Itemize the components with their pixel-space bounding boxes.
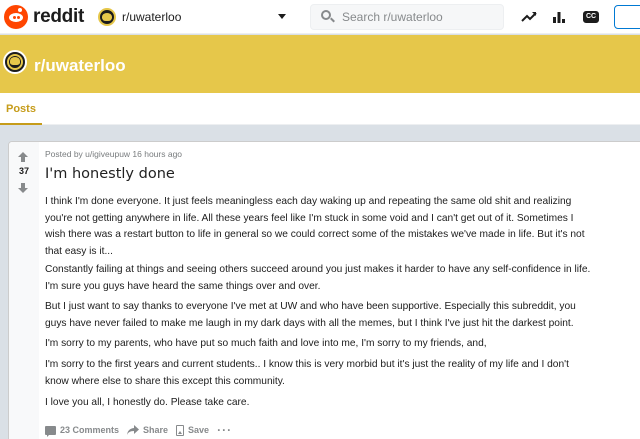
post-score: 37 [18,166,29,176]
top-nav [0,0,640,34]
post-card[interactable] [8,141,640,439]
chevron-down-icon [278,14,286,19]
captions-icon[interactable]: CC [583,11,599,23]
more-options-button[interactable] [217,423,232,437]
share-button[interactable] [127,425,168,435]
share-label: Share [143,425,169,435]
downvote-icon[interactable] [18,188,28,193]
chart-icon[interactable] [551,9,567,25]
comments-button[interactable] [45,425,119,435]
search-icon [321,10,335,24]
search-box[interactable] [310,4,504,30]
post-paragraph: I love you all, I honestly do. Please take care. [45,397,250,408]
reddit-wordmark[interactable]: reddit [33,6,84,27]
subreddit-title: r/uwaterloo [34,56,126,75]
comments-label: 23 Comments [60,425,120,435]
trending-icon[interactable] [521,9,537,25]
reddit-logo-icon[interactable] [4,5,28,29]
subreddit-avatar-icon [3,50,27,74]
save-button[interactable] [176,425,209,436]
post-actions [45,421,240,439]
post-title[interactable]: I'm honestly done [45,166,175,182]
login-button[interactable] [614,5,640,29]
post-meta: Posted by u/igiveupuw 16 hours ago [45,149,183,159]
community-avatar-icon [98,8,116,26]
post-paragraph: I'm sorry to my parents, who have put so much faith and love into me, I'm sorry to my friends, and, [45,338,487,349]
save-label: Save [188,425,210,435]
upvote-icon[interactable] [18,152,28,157]
tab-bar [0,93,640,125]
bookmark-icon [176,425,184,436]
post-paragraph: I think I'm done everyone. It just feels meaningless each day waking up and repeating the same old shit and realizing you're not getting anywhere in life. All these years feel like I'm stuck in some void and I can't get out of it. Sometimes I wish there was a restart button to life in general so we could correct some of the mistakes we've made in life. But it's not that easy is it... [45,196,585,257]
search-input[interactable] [342,10,492,24]
tab-posts[interactable]: Posts [0,93,42,125]
community-switcher[interactable] [98,5,292,29]
post-paragraph: Constantly failing at things and seeing others succeed around you just makes it harder to have any self-confidence in life. I'm sure you guys have heard the same things over and over. [45,264,591,292]
post-paragraph: I'm sorry to the first years and current students.. I know this is very morbid but it's just the reality of my life and I don't know where else to share this except this community. [45,359,569,387]
share-icon [127,425,139,435]
vote-column [9,142,39,439]
more-options-icon: ··· [217,423,233,437]
post-paragraph: But I just want to say thanks to everyone I've met at UW and who have been supportive. Especially this subreddit, you guys have never failed to make me laugh in my dark days with all the memes, but I think I've just hit the darkest point. [45,301,576,329]
comment-icon [45,426,56,435]
community-switcher-label: r/uwaterloo [122,10,182,24]
